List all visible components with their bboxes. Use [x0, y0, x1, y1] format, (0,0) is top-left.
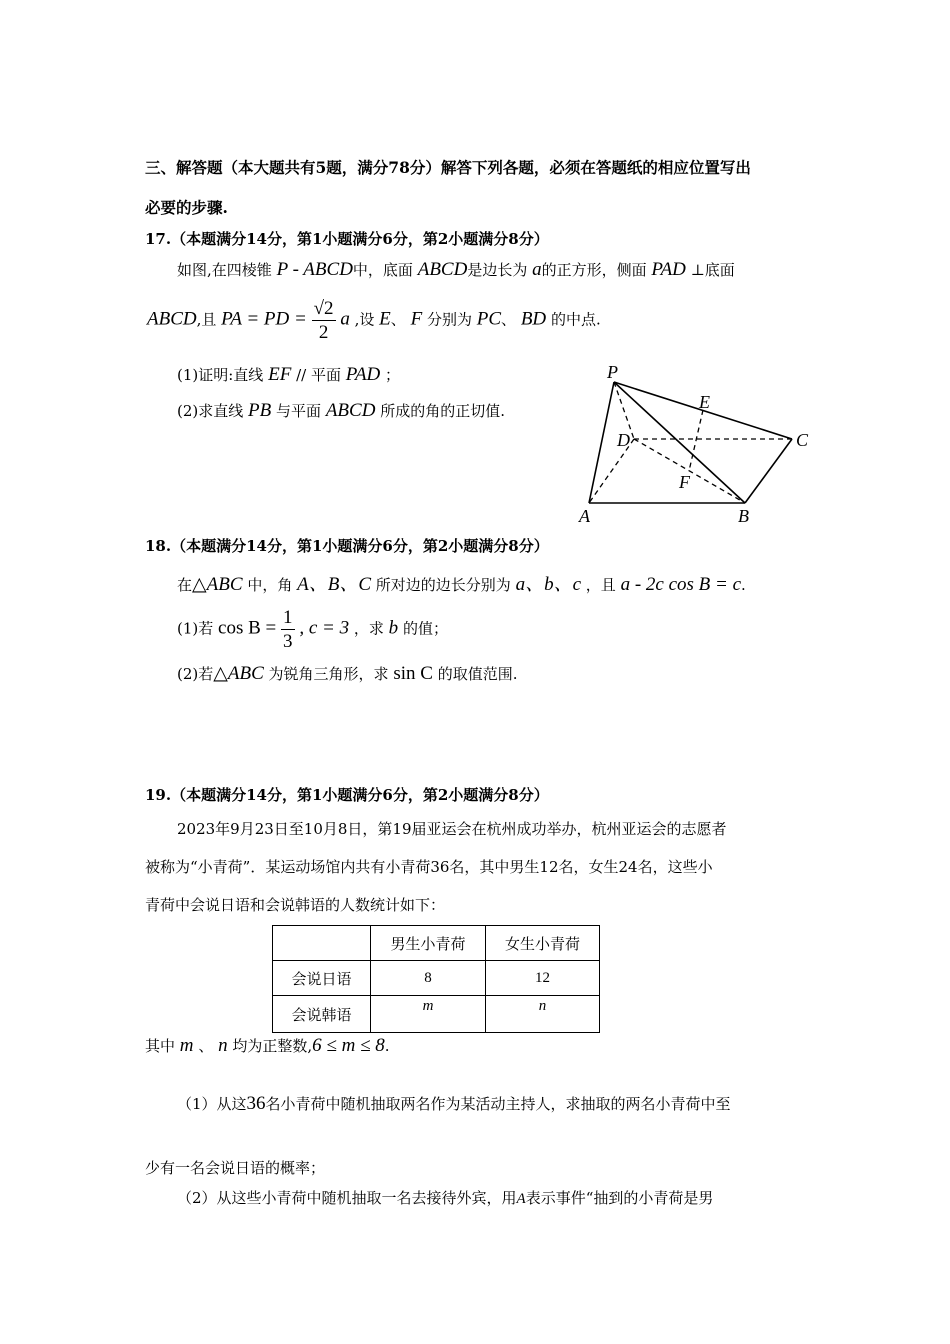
q19-part2: （2）从这些小青荷中随机抽取一名去接待外宾，用A表示事件“抽到的小青荷是男 [177, 1189, 714, 1207]
q19-line3: 青荷中会说日语和会说韩语的人数统计如下： [145, 896, 446, 914]
q19-line2: 被称为“小青荷”．某运动场馆内共有小青荷36名，其中男生12名，女生24名，这些小 [145, 858, 713, 876]
table-header-cell: 女生小青荷 [486, 926, 600, 961]
q18-part1: (1)若 cos B = $\frac{1}{3}$ , c = 3 ，求 b 的值； [177, 607, 448, 652]
label-P: P [607, 362, 618, 382]
table-cell: 会说日语 [273, 961, 371, 996]
language-stats-table [272, 925, 600, 1033]
label-F: F [679, 472, 690, 492]
table-header-cell [273, 926, 371, 961]
table-row [273, 961, 600, 996]
label-B: B [738, 506, 749, 526]
label-D: D [617, 430, 630, 450]
q17-line1: 如图,在四棱锥 P - ABCD中，底面 ABCD是边长为 a的正方形，侧面 PAD ⊥底面 [177, 259, 735, 280]
table-cell: n [486, 996, 600, 1033]
table-cell: 8 [371, 961, 486, 996]
edge-BC [745, 439, 792, 503]
q18-line1: 在△ABC 中，角 A、B、C 所对边的边长分别为 a、b、c ，且 a - 2c cos B = c. [177, 574, 746, 595]
table-header-cell: 男生小青荷 [371, 926, 486, 961]
q19-part1: （1）从这36名小青荷中随机抽取两名作为某活动主持人，求抽取的两名小青荷中至 [177, 1093, 731, 1114]
one-third-fraction: $\frac{1}{3}$ [283, 607, 293, 652]
q19-header: 19.（本题满分14分，第1小题满分6分，第2小题满分8分） [145, 786, 549, 804]
q17-part2: (2)求直线 PB 与平面 ABCD 所成的角的正切值. [177, 400, 505, 421]
table-cell: 会说韩语 [273, 996, 371, 1033]
q17-header: 17.（本题满分14分，第1小题满分6分，第2小题满分8分） [145, 230, 549, 248]
q19-part1-line2: 少有一名会说日语的概率； [145, 1159, 326, 1177]
pyramid-figure [560, 362, 830, 532]
section-heading-line1: 三、解答题（本大题共有5题，满分78分）解答下列各题，必须在答题纸的相应位置写出 [145, 158, 751, 177]
label-C: C [796, 430, 809, 450]
q18-part2: (2)若△ABC 为锐角三角形，求 sin C 的取值范围. [177, 663, 518, 684]
q19-line1: 2023年9月23日至10月8日，第19届亚运会在杭州成功举办，杭州亚运会的志愿者 [177, 820, 727, 838]
edge-DB [634, 439, 745, 503]
q19-note: 其中 m 、 n 均为正整数,6 ≤ m ≤ 8. [145, 1035, 390, 1056]
q17-line2: ABCD,且 PA = PD = $\frac{√2}{2}$ a ,设 E、 F 分别为 PC、 BD 的中点. [147, 298, 601, 343]
table-cell: 12 [486, 961, 600, 996]
table-header-row [273, 926, 600, 961]
table-row [273, 996, 600, 1033]
label-A: A [579, 506, 590, 526]
section-heading-line2: 必要的步骤. [145, 198, 228, 217]
label-E: E [699, 392, 710, 412]
table-cell: m [371, 996, 486, 1033]
sqrt2-over-2-fraction: $\frac{√2}{2}$ [313, 298, 334, 343]
q18-header: 18.（本题满分14分，第1小题满分6分，第2小题满分8分） [145, 537, 549, 555]
q17-part1: (1)证明:直线 EF // 平面 PAD ； [177, 364, 401, 385]
